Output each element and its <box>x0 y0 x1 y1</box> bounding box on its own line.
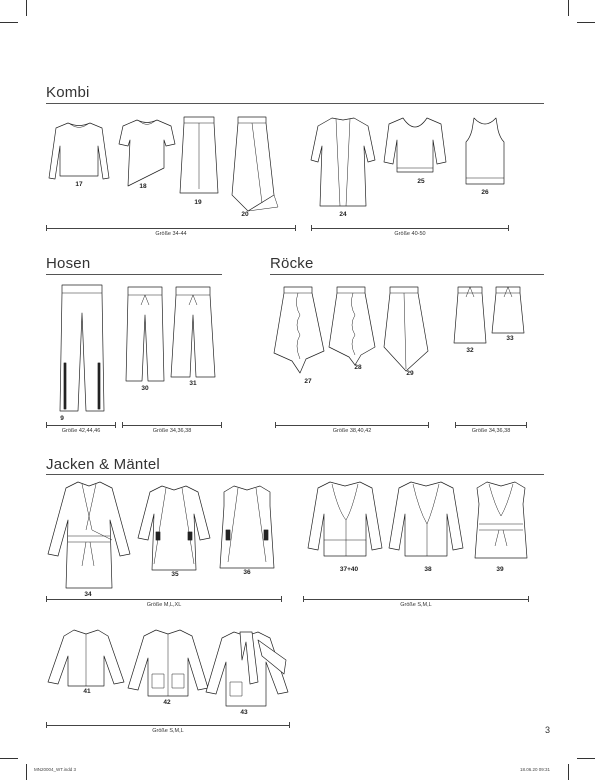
garment-35-sketch <box>136 484 212 574</box>
garment-19-sketch <box>176 115 222 197</box>
item-number-38: 38 <box>424 566 432 573</box>
item-number-39: 39 <box>496 566 504 573</box>
crop-mark <box>577 22 595 23</box>
garment-42-sketch <box>126 628 210 700</box>
item-number-33: 33 <box>506 335 514 342</box>
item-number-31: 31 <box>189 380 197 387</box>
garment-9-sketch <box>58 283 106 415</box>
section-rule <box>46 274 222 275</box>
garment-24-sketch <box>310 116 376 210</box>
size-label: Größe 38,40,42 <box>332 428 372 434</box>
crop-mark <box>568 764 569 780</box>
garment-17-sketch <box>48 120 110 182</box>
size-range-jacken-a <box>46 599 282 607</box>
section-title-jacken: Jacken & Mäntel <box>46 456 160 473</box>
garment-25-sketch <box>383 116 447 176</box>
item-number-34: 34 <box>84 591 92 598</box>
garment-34-sketch <box>46 480 132 594</box>
item-number-32: 32 <box>466 347 474 354</box>
size-label: Größe 40-50 <box>394 231 426 237</box>
garment-33-sketch <box>490 285 526 337</box>
size-range-kombi-b <box>311 228 509 236</box>
crop-mark <box>0 22 18 23</box>
item-number-27: 27 <box>304 378 312 385</box>
item-number-42: 42 <box>163 699 171 706</box>
size-label: Größe S,M,L <box>152 728 184 734</box>
garment-36-sketch <box>218 484 276 572</box>
section-title-kombi: Kombi <box>46 84 90 101</box>
size-range-hosen-a <box>46 425 116 433</box>
size-range-roecke-a <box>275 425 429 433</box>
size-label: Größe M,L,XL <box>146 602 182 608</box>
garment-32-sketch <box>452 285 488 347</box>
item-number-35: 35 <box>171 571 179 578</box>
item-number-9: 9 <box>60 415 64 422</box>
garment-29-sketch <box>380 285 432 375</box>
item-number-18: 18 <box>139 183 147 190</box>
page-number: 3 <box>545 725 551 735</box>
garment-28-sketch <box>325 285 379 369</box>
item-number-37-40: 37+40 <box>339 566 359 573</box>
item-number-17: 17 <box>75 181 83 188</box>
crop-mark <box>568 0 569 16</box>
garment-41-sketch <box>46 628 126 690</box>
section-title-hosen: Hosen <box>46 255 91 272</box>
garment-26-sketch <box>464 116 506 188</box>
size-label: Größe 34,36,38 <box>152 428 192 434</box>
crop-mark <box>0 758 18 759</box>
slug-file: MN20004_WT.indd 3 <box>34 767 77 772</box>
item-number-30: 30 <box>141 385 149 392</box>
size-label: Größe 42,44,46 <box>61 428 101 434</box>
crop-mark <box>577 758 595 759</box>
garment-20-sketch <box>228 115 280 215</box>
size-range-roecke-b <box>455 425 527 433</box>
crop-mark <box>26 0 27 16</box>
slug-date: 18.06.20 09:31 <box>520 767 551 772</box>
item-number-43: 43 <box>240 709 248 716</box>
item-number-36: 36 <box>243 569 251 576</box>
section-rule <box>46 103 544 104</box>
section-rule <box>46 474 544 475</box>
section-title-roecke: Röcke <box>270 255 314 272</box>
garment-30-sketch <box>124 285 166 385</box>
size-range-jacken-b <box>303 599 529 607</box>
section-rule <box>270 274 544 275</box>
item-number-41: 41 <box>83 688 91 695</box>
garment-31-sketch <box>170 285 216 381</box>
item-number-19: 19 <box>194 199 202 206</box>
item-number-20: 20 <box>241 211 249 218</box>
garment-27-sketch <box>272 285 328 377</box>
garment-43-sketch <box>204 630 290 712</box>
item-number-24: 24 <box>339 211 347 218</box>
size-range-hosen-b <box>122 425 222 433</box>
item-number-26: 26 <box>481 189 489 196</box>
item-number-25: 25 <box>417 178 425 185</box>
item-number-29: 29 <box>406 370 414 377</box>
garment-37-40-sketch <box>306 480 384 564</box>
item-number-28: 28 <box>354 364 362 371</box>
size-label: Größe S,M,L <box>400 602 432 608</box>
size-range-kombi-a <box>46 228 296 236</box>
size-range-jacken-c <box>46 725 290 733</box>
garment-38-sketch <box>387 480 465 564</box>
crop-mark <box>26 764 27 780</box>
garment-18-sketch <box>118 118 176 188</box>
size-label: Größe 34,36,38 <box>471 428 511 434</box>
size-label: Größe 34-44 <box>155 231 187 237</box>
garment-39-sketch <box>473 480 529 564</box>
